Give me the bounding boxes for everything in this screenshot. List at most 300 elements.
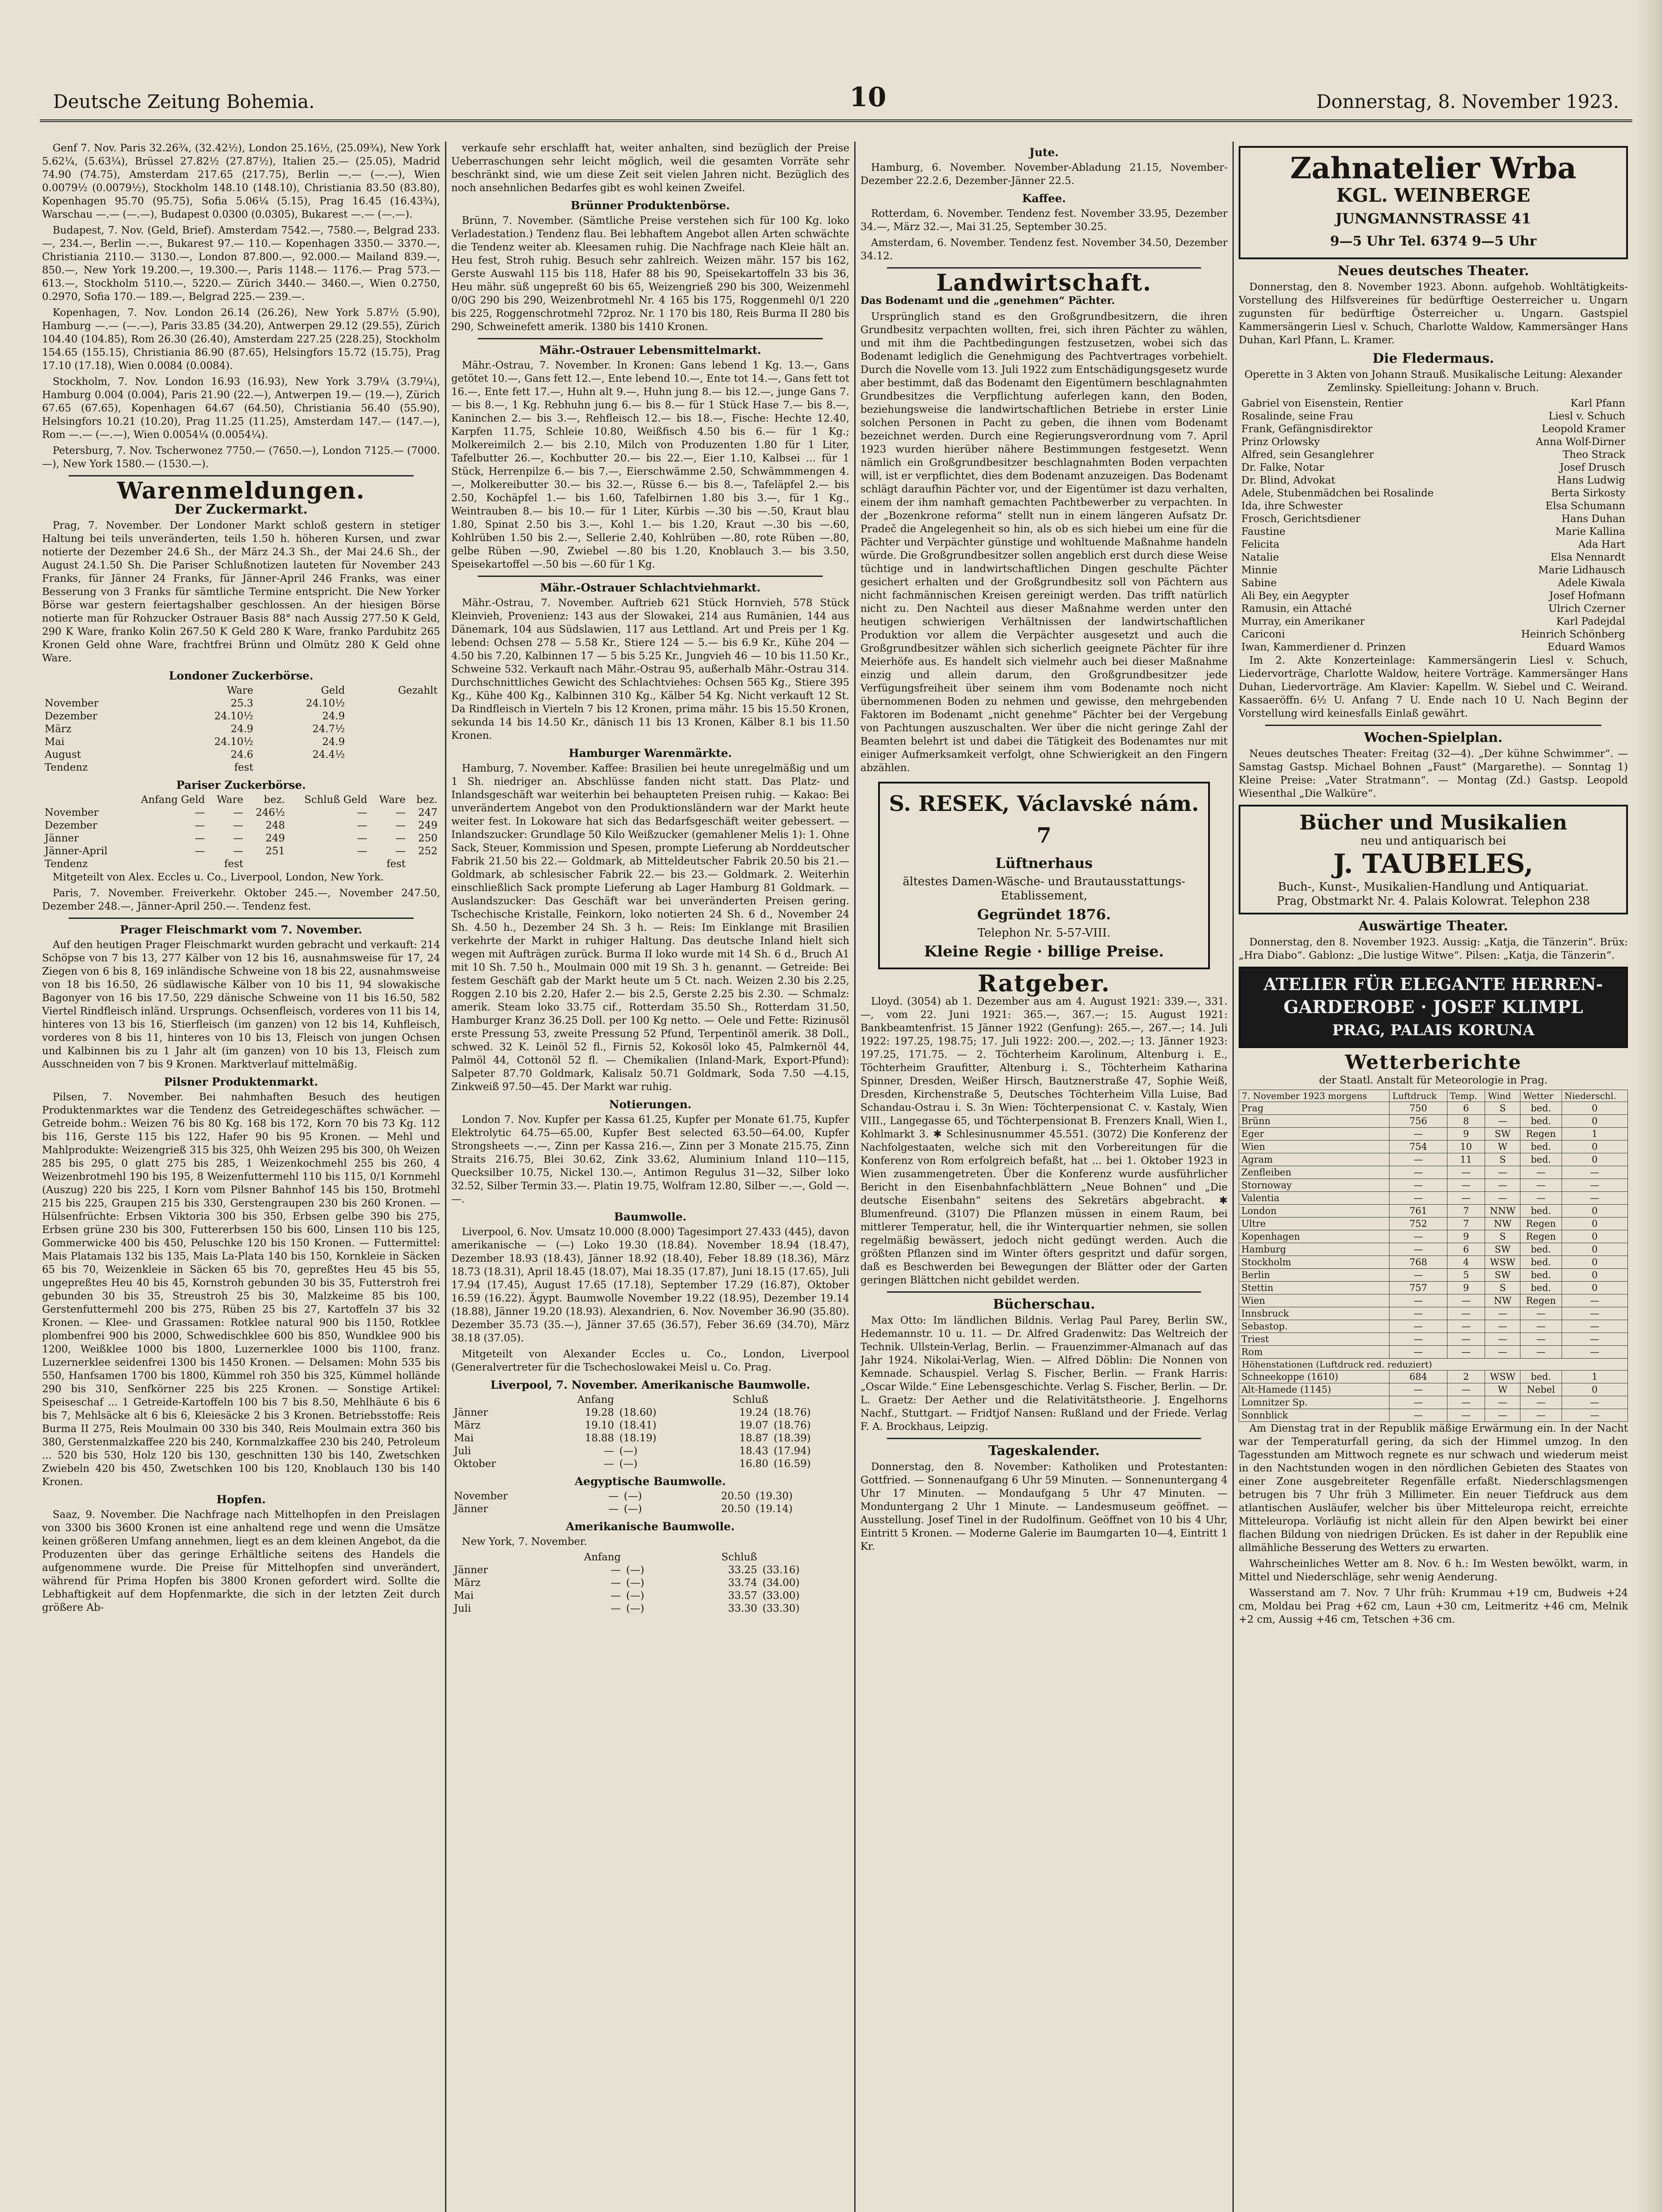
col-header: Temp.	[1447, 1090, 1485, 1102]
section-title: Wetterberichte	[1345, 1051, 1522, 1074]
table-row	[1239, 1269, 1628, 1282]
section-title: Landwirtschaft.	[936, 269, 1152, 296]
ad-name: J. TAUBELES,	[1333, 849, 1534, 879]
cell: —	[395, 807, 406, 818]
table-row	[1239, 1383, 1628, 1396]
table-row	[1239, 1409, 1628, 1422]
cell: 24.9	[322, 736, 345, 748]
subsection-title: Der Zuckermarkt.	[174, 502, 308, 517]
cell: 4	[1447, 1256, 1485, 1269]
article-text: Lloyd. (3054) ab 1. Dezember aus am 4. August 1921: 339.—, 331.—, vom 22. Juni 1921: 365.—, 367.—; 15. August 1921: Bankbeamtenfrist. 15 Jänner 1922 (Genfung): 265.—, 267.—; 14. Juli 1922: 197.25, 198.75; 17. Juli 1922: 200.—, 202.—; 13. Jänner 1923: 197.25, 171.75. — 2. Töchterheim Karolinum, Altenburg i. E., Töchterheim Graufitter, Altenburg i. S., Töchterheim Katharina Spinner, Dresden, Weißer Hirsch, Bautznerstraße 47, Sophie Weiß, Dresden, Kirchenstraße 5, Deutsches Töchterheim Villa Luise, Bad Schandau-Ostrau i. S. 3n Wien: Töchterpensionat C. v. Kastaly, Wien VIII., Langegasse 65, und Töchterpensionat B. Frenzers Knall, Wien I., Kohlmarkt 3. ✱ Schlesinusnummer 45.551. (3072) Die Konferenz der Nachfolgestaaten, welche sich mit den Vorbereitungen für die Konferenz von Rom erfolgreich befaßt, hat ... bei 1. Oktober 1923 in Wien zusammengetreten. Über die Konferenz wurde ausführlicher Bericht in den Eisenbahnfachblättern „Neue Bohnen“ und „Die deutsche Eisenbahn“ seitens des Sekretärs abgebracht. ✱ Blumenfreund. (3107) Die Pflanzen müssen in einem Raum, bei mittlerer Temperatur, hell, die ihr Winterquartier nehmen, sie sollen regelmäßig bewässert, jedoch nicht gedüngt werden. Auch die größten Pflanzen sind im Winter öfters gespritzt und dafür sorgen, daß es Beschwerden bei Bewegungen der Blätter oder der Garten geringen Blättchen nicht gebildet werden.	[860, 996, 1228, 1286]
cast-row	[1239, 526, 1628, 538]
cell: —	[610, 1590, 621, 1601]
cell: (19.30)	[755, 1490, 793, 1502]
cell: —	[608, 1490, 619, 1502]
cell: —	[1562, 1192, 1628, 1205]
ad-line: JUNGMANNSTRASSE 41	[1335, 210, 1531, 227]
cell: 754	[1389, 1141, 1447, 1153]
cell: —	[357, 807, 368, 818]
cast-row	[1239, 397, 1628, 410]
high-station-rows	[1239, 1371, 1628, 1422]
actor: Hans Duhan	[1561, 513, 1625, 525]
cell: W	[1485, 1383, 1520, 1396]
play-subtitle: Operette in 3 Akten von Johann Strauß. Musikalische Leitung: Alexander Zemlinsky. Spielleitung: Johann v. Bruch.	[1244, 369, 1622, 394]
cell: Rom	[1239, 1346, 1389, 1359]
cell: 752	[1389, 1217, 1447, 1230]
article-text: Hamburg, 6. November. November-Abladung 21.15, November-Dezember 22.2.6, Dezember-Jänner 22.5.	[860, 162, 1228, 187]
col-header: Anfang	[584, 1551, 621, 1563]
table-note: Mitgeteilt von Alex. Eccles u. Co., Liverpool, London, New York.	[53, 872, 384, 883]
cell: (34.00)	[762, 1577, 800, 1589]
cell: 2	[1447, 1371, 1485, 1383]
cast-row	[1239, 449, 1628, 461]
weather-table	[1239, 1090, 1628, 1422]
actor: Theo Strack	[1562, 449, 1625, 461]
role: Alfred, sein Gesanglehrer	[1241, 449, 1374, 461]
table-row	[42, 736, 440, 749]
table-row	[451, 1445, 849, 1458]
role: Iwan, Kammerdiener d. Prinzen	[1241, 641, 1406, 653]
cell: 24.9	[322, 710, 345, 722]
article-text: Liverpool, 6. Nov. Umsatz 10.000 (8.000) Tagesimport 27.433 (445), davon amerikanische — (—) Loko 19.30 (18.84). November 18.94 (18.47), Dezember 18.93 (18.43), Jänner 18.92 (18.40), Feber 18.89 (18.36), März 18.73 (18.31), April 18.45 (18.07), Mai 18.35 (17.87), Juni 18.15 (17.65), Juli 17.94 (17.45), August 17.65 (17.18), September 17.29 (16.87), Oktober 16.59 (16.22). Ägypt. Baumwolle November 19.22 (18.95), Dezember 19.14 (18.88), Jänner 19.20 (18.93). Alexandrien, 6. Nov. November 36.90 (35.80). Dezember 35.73 (35.—), Jänner 37.65 (36.57), Feber 36.69 (34.70), März 38.18 (37.05).	[451, 1226, 849, 1344]
cell: Juli	[454, 1603, 471, 1614]
cell: 0	[1562, 1217, 1628, 1230]
cell: —	[195, 807, 205, 818]
divider	[887, 267, 1201, 269]
cell: 248	[265, 820, 285, 831]
cell: fest	[386, 858, 406, 870]
cell: —	[604, 1458, 614, 1470]
cell: Juli	[454, 1445, 471, 1457]
cell: Schneekoppe (1610)	[1239, 1371, 1389, 1383]
cell: 33.30	[728, 1603, 757, 1614]
cell	[256, 761, 348, 774]
ad-line: KGL. WEINBERGE	[1336, 184, 1531, 206]
table-row	[1239, 1102, 1628, 1115]
table-title: Pariser Zuckerbörse.	[176, 779, 306, 791]
col-header	[42, 794, 124, 806]
cell: bed.	[1520, 1153, 1562, 1166]
subsection-title: Kaffee.	[1022, 192, 1066, 205]
cell: bed.	[1520, 1141, 1562, 1153]
cell: Jänner-April	[45, 845, 107, 857]
cell: (18.76)	[773, 1420, 811, 1431]
cell: Eger	[1239, 1128, 1389, 1141]
cell: —	[233, 807, 243, 818]
cell: 761	[1389, 1205, 1447, 1217]
role: Dr. Blind, Advokat	[1241, 475, 1336, 486]
article-text: Wasserstand am 7. Nov. 7 Uhr früh: Krummau +19 cm, Budweis +24 cm, Moldau bei Prag +62 cm, Laun +30 cm, Leitmeritz +46 cm, Melnik +2 cm, Aussig +46 cm, Tetschen +36 cm.	[1239, 1587, 1628, 1625]
article-text: Am Dienstag trat in der Republik mäßige Erwärmung ein. In der Nacht war der Temperaturfall gering, da sich der Himmel umzog. In den Tagesstunden am Mittwoch regnete es nur schwach und wiederum meist in den Nachtstunden wogen in den nördlichen Gebieten des Staates von einer Zone ausgebreiteter Regenfälle erfaßt. Niederschlagsmengen betrugen bis 7 Uhr früh 3 Millimeter. Ein neuer Tiefdruck aus dem atlantischen Ausläufer, welcher bis über Mitteleuropa reicht, erreichte Mitteleuropa. Vorläufig ist nicht allein für den Alpen bewirkt bei einer flachen Bildung von niedrigen Drücken. Es ist daher in der Republik eine allmähliche Besserung des Wetters zu erwarten.	[1239, 1423, 1628, 1554]
col-header	[771, 1394, 849, 1406]
cell: —	[395, 820, 406, 831]
cell: —	[1389, 1269, 1447, 1282]
cell: W	[1485, 1141, 1520, 1153]
article-text: Donnerstag, den 8. November: Katholiken und Protestanten: Gottfried. — Sonnenaufgang 6 Uhr 59 Minuten. — Sonnenuntergang 4 Uhr 17 Minuten. — Mondaufgang 5 Uhr 47 Minuten. — Monduntergang 2 Uhr 1 Minute. — Landesmuseum geöffnet. — Ausstellung. Josef Tinel in der Rudolfinum. Geöffnet von 10 bis 4 Uhr, Eintritt 5 Kronen. — Moderne Galerie im Baumgarten 10—4, Eintritt 1 Kr.	[860, 1461, 1228, 1552]
table-row	[42, 832, 440, 845]
cell: 0	[1562, 1205, 1628, 1217]
cell: —	[610, 1577, 621, 1589]
cell: 18.88	[585, 1432, 614, 1444]
actor: Elsa Nennardt	[1550, 552, 1625, 563]
cell: 0	[1562, 1230, 1628, 1243]
actor: Marie Lidhausch	[1538, 565, 1625, 576]
role: Faustine	[1241, 526, 1286, 538]
col-header: bez.	[416, 794, 438, 806]
cell: Lomnitzer Sp.	[1239, 1396, 1389, 1409]
ad-zahnatelier-wrba	[1239, 146, 1628, 259]
cell: Alt-Hamede (1145)	[1239, 1383, 1389, 1396]
ad-resek	[878, 782, 1210, 969]
page-header	[40, 82, 1632, 122]
cell: Kopenhagen	[1239, 1230, 1389, 1243]
table-header	[451, 1394, 849, 1406]
cell: 18.43	[739, 1445, 768, 1457]
cell: 24.9	[230, 723, 253, 735]
cell: —	[1520, 1179, 1562, 1192]
cell: —	[1447, 1409, 1485, 1422]
cell: 249	[265, 833, 285, 844]
article-text: verkaufe sehr erschlafft hat, weiter anhalten, sind bezüglich der Preise Ueberraschungen sehr leicht möglich, weil die gesamten Vorräte sehr beschränkt sind, wie um diese Zeit seit vielen Jahren nicht. Bezüglich des noch ansehnlichen Bedarfes gibt es wohl keinen Zweifel.	[451, 142, 849, 194]
role: Felicita	[1241, 539, 1280, 550]
cell: 9	[1447, 1128, 1485, 1141]
ad-line: Gegründet 1876.	[977, 906, 1111, 923]
table-row	[451, 1503, 849, 1516]
role: Ida, ihre Schwester	[1241, 500, 1343, 512]
cell: NW	[1485, 1217, 1520, 1230]
cell: Oktober	[454, 1458, 496, 1470]
cell: 24.6	[230, 749, 253, 760]
cell: —	[357, 845, 368, 857]
cell: —	[1389, 1294, 1447, 1307]
cell: Agram	[1239, 1153, 1389, 1166]
cell: —	[1485, 1346, 1520, 1359]
cell: (18.39)	[773, 1432, 811, 1444]
cell: Dezember	[45, 820, 97, 831]
table-row	[1239, 1153, 1628, 1166]
cell: Mai	[45, 736, 65, 748]
article-text: Brünn, 7. November. (Sämtliche Preise verstehen sich für 100 Kg. loko Verladestation.) Tendenz flau. Bei lebhaftem Angebot allen Arten schwächte die Tendenz weiter ab. Kleesamen ruhig. Die Nachfrage nach Kleie hält an. Heu fest, Stroh ruhig. Besuch sehr zahlreich. Weizen mähr. 157 bis 162, Gerste Auswahl 115 bis 118, Hafer 88 bis 90, Speisekartoffeln 33 bis 36, Heu mähr. süß ungepreßt 60 bis 65, Weizengrieß 290 bis 300, Weizenmehl 0/0G 290 bis 290, Weizenbrotmehl Nr. 4 165 bis 175, Roggenmehl 0/1 220 bis 225, Roggenschrotmehl 72proz. Nr. 1 170 bis 180, Reis Burma II 280 bis 290, Schweinefett amerik. 1380 bis 1410 Kronen.	[451, 215, 849, 333]
cast-row	[1239, 615, 1628, 628]
cell: 11	[1447, 1153, 1485, 1166]
cell: 19.24	[739, 1407, 768, 1418]
table-row	[1239, 1282, 1628, 1294]
paris-sugar-table	[42, 794, 440, 871]
cell: —	[604, 1445, 614, 1457]
cell: —	[1447, 1294, 1485, 1307]
role: Frank, Gefängnisdirektor	[1241, 423, 1373, 435]
cell: 19.10	[585, 1420, 614, 1431]
cell: —	[1389, 1320, 1447, 1333]
table-row	[1239, 1294, 1628, 1307]
article-text: Mähr.-Ostrau, 7. November. Auftrieb 621 Stück Hornvieh, 578 Stück Kleinvieh, Provenienz: 143 aus der Slowakei, 214 aus Rumänien, 144 aus Dänemark, 104 aus Südslawien, 117 aus Lettland. Art und Preis per 1 Kg. lebend: Ochsen 278 — 5.58 Kr., Stiere 124 — 5.— bis 6.9 Kr., Kühe 204 — 4.50 bis 7.20, Kalbinnen 17 — 5 bis 5.25 Kr., Jungvieh 46 — 10 bis 11.50 Kr., Schweine 532. Verkauft nach Mähr.-Ostrau 95, außerhalb Mähr.-Ostrau 314. Durchschnittliches Gewicht des Schlachtviehes: Ochsen 565 Kg., Stiere 395 Kg., Kühe 400 Kg., Kalbinnen 310 Kg., Kälber 54 Kg. Nicht verkauft 12 St. Da Rindfleisch in Vierteln 7 bis 12 Kronen, prima mähr. 15 bis 15.50 Kronen, sekunda 14 bis 14.50 Kr., dänisch 11 bis 13 Kronen, Kälber 8.1 bis 11.50 Kronen.	[451, 597, 849, 741]
table-row	[1239, 1256, 1628, 1269]
cell: —	[1389, 1179, 1447, 1192]
role: Natalie	[1241, 552, 1279, 563]
col-header: Ware	[216, 794, 243, 806]
cell: 7	[1447, 1205, 1485, 1217]
table-row	[451, 1419, 849, 1432]
col-header: Schluß Geld	[304, 794, 368, 806]
cell: Berlin	[1239, 1269, 1389, 1282]
article-text: Ursprünglich stand es den Großgrundbesitzern, die ihren Grundbesitz verpachten wollten, frei, sich ihren Pächter zu wählen, und mit ihm die Pachtbedingungen festzusetzen, wobei sich das Bodenamt lediglich die Genehmigung des Pachtvertrages vorbehielt. Durch die Novelle vom 13. Juli 1922 zum Entschädigungsgesetz wurde aber bestimmt, daß das Bodenamt den Eigentümern beschlagnahmten Grundbesitzes die Verpflichtung auferlegen kann, den Boden, beziehungsweise die landwirtschaftlichen Betriebe in erster Linie solchen Personen in Pacht zu geben, die ihnen vom Bodenamt bezeichnet werden. Durch eine Regierungsverordnung vom 7. April 1923 wurden hierüber nähere Bestimmungen festgesetzt. Wenn nämlich ein Großgrundbesitzer beschlagnahmten Boden verpachten will, ist er verpflichtet, dies dem Bodenamt anzuzeigen. Das Bodenamt schlägt daraufhin Pächter vor, und der Eigentümer ist dazu verhalten, einem der ihm namhaft gemachten Pachtbewerber zu verpachten. In der „Bozenkrone reforma“ stellt nun in einem längeren Aufsatz Dr. Pradeč die Angelegenheit so hin, als ob es sich hiebei um eine für die Pächter und Verpächter günstige und wohltuende Maßnahme handeln würde. Die Großgrundbesitzer sollen angeblich erst durch diese Weise tüchtige und in landwirtschaftlichen Dingen geschulte Pächter gesichert erhalten und der Großgrundbesitz soll von Pächtern aus nicht fachmännischen Kreisen gereinigt werden. Das trifft natürlich nicht zu. Den Nachteil aus dieser Maßnahme werden unter den heutigen schwierigen Verhältnissen der landwirtschaftlichen Produktion vor allem die Verpächter ausgesetzt und auch die Großgrundbesitzer wählen sich sicherlich geeignete Pächter für ihre Meierhöfe aus. Es handelt sich vielmehr auch bei dieser Maßnahme einzig und allein darum, den Großgrundbesitzer jede Verfügungsfreiheit über seinem ihm vom Bodenamte noch nicht übernommenen Boden zu nehmen und gewisse, den mehrgebenden Faktoren im Bodenamt „nicht genehme“ Pächter bei der Vergebung von Pachtungen auszuschalten. Wer über die nicht geringe Zahl der Beamten belehrt ist und dabei die Tätigkeit des Bodenamtes nur mit einiger Aufmerksamkeit verfolgt, ohne Schwierigkeit an den Fingern abzählen.	[860, 311, 1228, 774]
cell: Ultre	[1239, 1217, 1389, 1230]
table-row	[1239, 1243, 1628, 1256]
table-title: Liverpool, 7. November. Amerikanische Baumwolle.	[490, 1379, 810, 1391]
cell: —	[1562, 1307, 1628, 1320]
cell: 0	[1562, 1115, 1628, 1128]
article-headline: Das Bodenamt und die „genehmen“ Pächter.	[860, 295, 1115, 307]
cell: —	[610, 1603, 621, 1614]
cell: —	[1562, 1320, 1628, 1333]
cell: (18.76)	[773, 1407, 811, 1418]
table-row	[1239, 1205, 1628, 1217]
cell: —	[1562, 1396, 1628, 1409]
ad-subtitle: Lüftnerhaus	[995, 855, 1093, 872]
table-note: Mitgeteilt von Alexander Eccles u. Co., London, Liverpool (Generalvertreter für die Tschechoslowakei Meisl u. Co. Prag.	[451, 1348, 849, 1373]
cell: November	[45, 807, 99, 818]
cell: (—)	[624, 1490, 642, 1502]
cell: Stockholm	[1239, 1256, 1389, 1269]
cell: 20.50	[721, 1490, 750, 1502]
cell: —	[1485, 1320, 1520, 1333]
cell: Regen	[1520, 1128, 1562, 1141]
subsection-title: Prager Fleischmarkt vom 7. November.	[120, 923, 362, 936]
cell: —	[1389, 1333, 1447, 1346]
cell: —	[1389, 1346, 1447, 1359]
table-row	[42, 723, 440, 736]
cell: 757	[1389, 1282, 1447, 1294]
cell: —	[1485, 1192, 1520, 1205]
cast-row	[1239, 628, 1628, 641]
cell: —	[233, 833, 243, 844]
cell: März	[454, 1420, 481, 1431]
table-row	[42, 858, 440, 871]
london-sugar-table	[42, 684, 440, 774]
cell: (18.19)	[619, 1432, 656, 1444]
cell: WSW	[1485, 1371, 1520, 1383]
article-text: Donnerstag, den 8. November 1923. Abonn. aufgehob. Wohltätigkeits-Vorstellung des Hilfsvereines für bedürftige Oesterreicher u. Ungarn zugunsten für bedürftige Österreicher u. Ungarn. Gastspiel Kammersängerin Liesl v. Schuch, Charlotte Waldow, Kammersänger Hans Duhan, Karl Pfann, L. Kramer.	[1239, 281, 1628, 346]
cell: —	[1520, 1409, 1562, 1422]
ad-line: ältestes Damen-Wäsche- und Brautausstattungs-Etablissement,	[902, 875, 1186, 902]
cell: 750	[1389, 1102, 1447, 1115]
cell: (33.16)	[762, 1564, 800, 1576]
cell: Wien	[1239, 1294, 1389, 1307]
col-header: Geld	[321, 685, 345, 696]
cell: November	[454, 1490, 508, 1502]
cell: —	[1562, 1333, 1628, 1346]
cast-row	[1239, 410, 1628, 423]
col-header: Luftdruck	[1389, 1090, 1447, 1102]
cell: Wien	[1239, 1141, 1389, 1153]
ad-line: GARDEROBE · JOSEF KLIMPL	[1283, 997, 1583, 1018]
cell: —	[1562, 1166, 1628, 1179]
column-rule	[445, 142, 446, 2212]
cell: 5	[1447, 1269, 1485, 1282]
subsection-title: Baumwolle.	[614, 1210, 687, 1223]
cell: —	[233, 820, 243, 831]
cell: 0	[1562, 1256, 1628, 1269]
subsection-title: Jute.	[1029, 146, 1059, 159]
cell: Jänner	[454, 1503, 488, 1515]
cell: bed.	[1520, 1282, 1562, 1294]
col-header: Anfang Geld	[141, 794, 205, 806]
cell: (33.00)	[762, 1590, 800, 1601]
cell: —	[357, 820, 368, 831]
cell: 249	[418, 820, 438, 831]
actor: Karl Pfann	[1570, 398, 1625, 409]
cell: (—)	[626, 1590, 645, 1601]
cast-row	[1239, 436, 1628, 449]
table-row	[42, 697, 440, 710]
table-header	[1239, 1090, 1628, 1102]
cell: 250	[418, 833, 438, 844]
cell: —	[1447, 1346, 1485, 1359]
table-row	[1239, 1192, 1628, 1205]
col-header: Ware	[226, 685, 253, 696]
ad-title: S. RESEK, Václavské nám. 7	[889, 791, 1199, 848]
cell: 18.87	[739, 1432, 768, 1444]
cell: 768	[1389, 1256, 1447, 1269]
cell: —	[1562, 1294, 1628, 1307]
cell	[246, 858, 288, 871]
role: Sabine	[1241, 577, 1277, 589]
cell: bed.	[1520, 1115, 1562, 1128]
cell: —	[1389, 1128, 1447, 1141]
cell: 20.50	[721, 1503, 750, 1515]
cast-row	[1239, 423, 1628, 436]
cell: 0	[1562, 1141, 1628, 1153]
liverpool-cotton-table	[451, 1394, 849, 1471]
cell: —	[608, 1503, 619, 1515]
cell: —	[1485, 1333, 1520, 1346]
ad-line: Buch-, Kunst-, Musikalien-Handlung und Antiquariat.	[1278, 880, 1589, 894]
table-row	[42, 749, 440, 761]
cell: —	[1520, 1396, 1562, 1409]
section-title: Bücherschau.	[993, 1297, 1095, 1312]
article-text: Auf den heutigen Prager Fleischmarkt wurden gebracht und verkauft: 214 Schöpse von 7 bis 13, 277 Kälber von 12 bis 16, ausnahmsweise für 17, 24 Ziegen von 6 bis 8, 169 inländische Schweine von 18 bis 22, ausnahmsweise von 18 bis 16.50, 26 südlawische Kälber von 10 bis 11, 94 slowakische Bagonyer von 16 bis 17.50, 229 dänische Schweine von 11 bis 16.50, 582 Viertel Rindfleisch inländ. Ursprungs. Ochsenfleisch, vorderes von 11 bis 14, hinteres von 13 bis 16, Stierfleisch (im ganzen) von 12 bis 14, Kuhfleisch, vorderes von 8 bis 11, hinteres von 10 bis 13, Fleisch von jungen Ochsen und Kalbinnen bis zu 1 Jahr alt (im ganzen) von 10 bis 13, Fleisch zum Ausschneiden von 7 bis 9 Kronen. Marktverlauf mittelmäßig.	[42, 939, 440, 1070]
role: Gabriel von Eisenstein, Rentier	[1241, 398, 1403, 409]
article-text: Hamburg, 7. November. Kaffee: Brasilien bei heute unregelmäßig und um 1 Sh. niedriger an. Abschlüsse fanden nicht statt. Das Platz- und Inlandsgeschäft war weiterhin bei behaupteten Preisen ruhig. — Kakao: Bei unverändertem Angebot von den Produktionsländern war der Markt heute weiter fest. In Lokoware hat sich das Bedarfsgeschäft weiter gebessert. — Inlandszucker: Grundlage 50 Kilo Weißzucker (gemahlener Melis 1): 1. Ohne Sack, Steuer, Kommission und Spesen, prompte Lieferung ab Norddeutscher Fabrik 21.50 bis 22.— Goldmark, ab Mitteldeutscher Fabrik 20.50 bis 21.— Goldmark, ab schlesischer Fabrik 22.— bis 23.— Goldmark. 2. Weiterhin einschließlich Sack prompte Lieferung ab Lager Hamburg 81 Goldmark. — Auslandszucker: Das Geschäft war bei unveränderten Preisen gering. Tschechische Kristalle, Feinkorn, loko notierten 24 Sh. 6 d., November 24 Sh. 4.50 h., Dezember 24 Sh. 3 h. — Reis: Im Einklange mit Brasilien verkehrte der Markt in ruhiger Haltung. Das deutsche Inland hielt sich wegen mit Aufträgen zurück. Burma II loko wurde mit 14 Sh. 6 d., Bruch A1 mit 10 Sh. 7.50 h., Moulmain 000 mit 19 Sh. 3 h. genannt. — Getreide: Bei festem Geschäft gab der Markt heute um 5 Ct. nach. Weizen 2.30 bis 2.25, Roggen 2.10 bis 2.20, Hafer 2.— bis 2.5, Gerste 2.25 bis 2.30. — Schmalz: amerik. Steam loko 33.75 cif., Rotterdam 35.50 Sh., Rotterdam 31.50, Hamburger Kranz 36.25 Doll. per 100 Kg netto. — Oele und Fette: Rizinusöl erste Pressung 53, zweite Pressung 52 Pfund, Terpentinöl amerik. 38 Doll., schwed. 32 K. Leinöl 52 fl., Firnis 52, Kokosöl loko 45, Palmkernöl 44, Palmöl 44, Cottonöl 52 fl. — Chemikalien (Inland-Mark, Export-Pfund): Salpeter 87.70 Goldmark, Kalisalz 50.71 Goldmark, Soda 7.50 —4.15, Zinkweiß 97.50—45. Der Markt war ruhig.	[451, 763, 849, 1093]
cell	[348, 761, 440, 774]
divider	[69, 918, 414, 919]
masthead-title: Deutsche Zeitung Bohemia.	[53, 91, 315, 112]
cell: WSW	[1485, 1256, 1520, 1269]
article-text: London 7. Nov. Kupfer per Kassa 61.25, Kupfer per Monate 61.75, Kupfer Elektrolytic 64.75—65.00, Kupfer Best selected 63.50—64.00, Kupfer Strongsheets —.—, Zinn per Kassa 216.—, Zinn per 3 Monate 215.75, Zinn Straits 216.75, Blei 30.62, Zink 33.62, Aluminium Inland 110—115, Quecksilber 10.75, Nickel 130.—, Antimon Regulus 31—32, Silber loko 32.52, Silber Termin 33.—. Platin 19.75, Wolfram 12.80, Silber —.—, Gold —.—.	[451, 1114, 849, 1205]
cell: fest	[224, 858, 243, 870]
cell: Jänner	[45, 833, 79, 844]
table-row	[451, 1577, 849, 1590]
cell: bed.	[1520, 1102, 1562, 1115]
devisen-petersburg: Petersburg, 7. Nov. Tscherwonez 7750.— (7650.—), London 7125.— (7000.—), New York 1580.— (1530.—).	[42, 445, 440, 470]
cell	[348, 749, 440, 761]
role: Cariconi	[1241, 629, 1285, 640]
cell: 24.7½	[312, 723, 345, 735]
role: Prinz Orlowsky	[1241, 436, 1320, 448]
actor: Hans Ludwig	[1557, 475, 1625, 486]
cell: —	[1447, 1383, 1485, 1396]
subtable-title: Höhenstationen (Luftdruck red. reduziert)	[1239, 1359, 1628, 1371]
table-row	[1239, 1320, 1628, 1333]
section-title: Neues deutsches Theater.	[1337, 263, 1529, 279]
cell: (18.60)	[619, 1407, 656, 1418]
table-row	[1239, 1128, 1628, 1141]
table-row	[1239, 1166, 1628, 1179]
column-2	[451, 142, 849, 2212]
cast-row	[1239, 590, 1628, 603]
cell: Mai	[454, 1590, 474, 1601]
table-row	[1239, 1371, 1628, 1383]
cell: 6	[1447, 1243, 1485, 1256]
table-row	[1239, 1333, 1628, 1346]
cast-row	[1239, 487, 1628, 500]
col-header	[451, 1394, 539, 1406]
cell	[348, 697, 440, 710]
actor: Anna Wolf-Dirner	[1535, 436, 1625, 448]
cell: —	[1447, 1396, 1485, 1409]
table-header	[1239, 1359, 1628, 1371]
ad-title: Bücher und Musikalien	[1299, 810, 1567, 834]
table-row	[451, 1564, 849, 1577]
cell: 24.10½	[214, 736, 253, 748]
cell: 33.25	[728, 1564, 757, 1576]
cell: 1	[1562, 1128, 1628, 1141]
cell: Stettin	[1239, 1282, 1389, 1294]
article-text: Prag, 7. November. Der Londoner Markt schloß gestern in stetiger Haltung bei teils unveränderten, teils 1.50 h. höheren Kursen, und zwar notierte der Dezember 24.6 Sh., der März 24.3 Sh., der Mai 24.6 Sh., der August 24.1.50 Sh. Die Pariser Schlußnotizen lauteten für November 243 Franks, für Jänner 24 Franks, für Jänner-April 246 Franks, was einer Besserung von 3 Franks für sämtliche Termine entspricht. Die New Yorker Börse war gestern feiertagshalber geschlossen. An der hiesigen Börse notierte man für Rohzucker Ostrauer Basis 88° nach Aussig 277.50 K Geld, 290 K Ware, franko Kolin 267.50 K Geld 280 K Ware, franko Pardubitz 265 Kronen Geld ohne Ware, frachtfrei Brünn und Olmütz 280 K Geld ohne Ware.	[42, 520, 440, 664]
cell: 9	[1447, 1230, 1485, 1243]
actor: Leopold Kramer	[1542, 423, 1625, 435]
cast-row	[1239, 577, 1628, 590]
cell: 247	[418, 807, 438, 818]
cell: 16.80	[739, 1458, 768, 1470]
actor: Ulrich Czerner	[1548, 603, 1625, 614]
cell: Nebel	[1520, 1383, 1562, 1396]
cell: Zenfleiben	[1239, 1166, 1389, 1179]
section-title: Warenmeldungen.	[117, 477, 365, 504]
cell: —	[1447, 1320, 1485, 1333]
cell: Sebastop.	[1239, 1320, 1389, 1333]
actor: Ada Hart	[1578, 539, 1625, 550]
cell: —	[1389, 1383, 1447, 1396]
table-row	[1239, 1230, 1628, 1243]
table-row	[42, 806, 440, 819]
cell: —	[1520, 1333, 1562, 1346]
section-title: Wochen-Spielplan.	[1364, 730, 1503, 745]
cell: November	[45, 698, 99, 709]
cell: —	[1520, 1192, 1562, 1205]
cast-row	[1239, 513, 1628, 526]
cell: bed.	[1520, 1269, 1562, 1282]
col-header	[451, 1551, 534, 1564]
cell: 8	[1447, 1115, 1485, 1128]
table-row	[451, 1458, 849, 1471]
article-text: Paris, 7. November. Freiverkehr. Oktober 245.—, November 247.50, Dezember 248.—, Jänner-April 250.—. Tendenz fest.	[42, 887, 440, 912]
cell: NW	[1485, 1294, 1520, 1307]
cell: —	[1485, 1179, 1520, 1192]
article-text: Neues deutsches Theater: Freitag (32—4). „Der kühne Schwimmer“. — Samstag Gastsp. Michael Bohnen „Faust“ (Margarethe). — Sonntag 1) Kleine Preise: „Vater Stratmann“. — Montag (Zd.) Gastsp. Leopold Wiesenthal „Die Walküre“.	[1239, 748, 1628, 799]
cell: —	[1520, 1166, 1562, 1179]
cell: 246½	[255, 807, 285, 818]
cell: 19.28	[585, 1407, 614, 1418]
cell: —	[1389, 1307, 1447, 1320]
actor: Karl Padejdal	[1556, 616, 1625, 627]
cell: —	[1447, 1166, 1485, 1179]
cell: Mai	[454, 1432, 474, 1444]
cell: Jänner	[454, 1564, 488, 1576]
col-header: Niederschl.	[1562, 1090, 1628, 1102]
cell: (—)	[626, 1577, 645, 1589]
cell: 24.10½	[214, 710, 253, 722]
